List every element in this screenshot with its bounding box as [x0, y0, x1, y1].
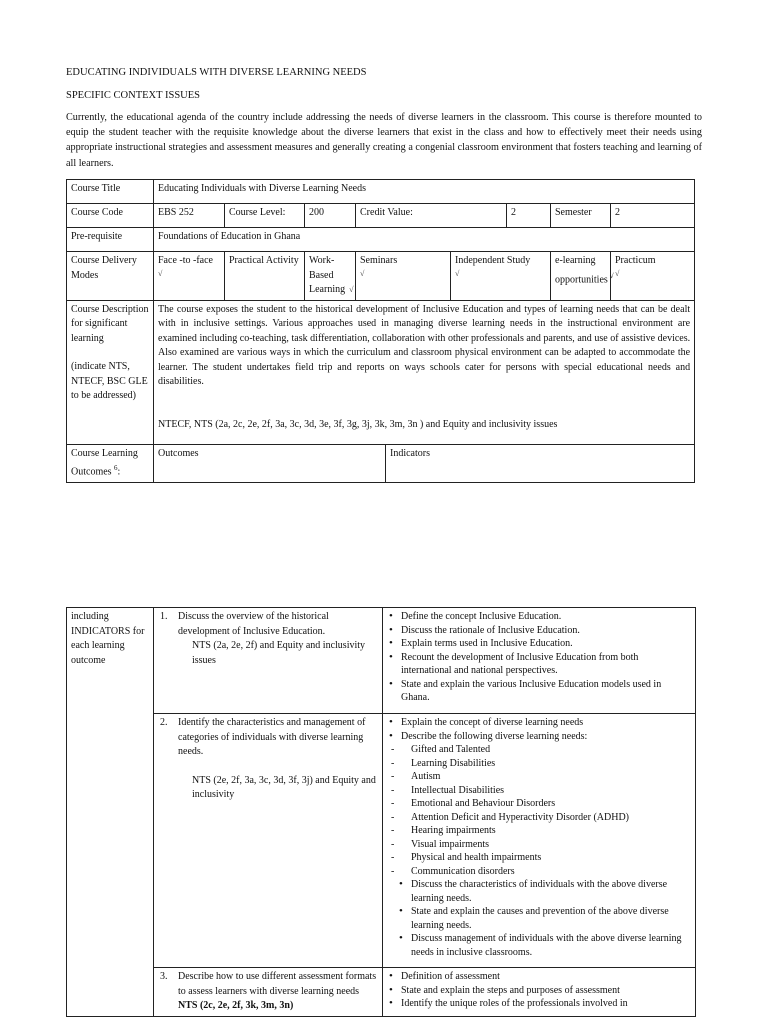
- mode-practicum: Practicum √: [611, 252, 695, 301]
- semester-value: 2: [611, 204, 695, 228]
- credit-value: 2: [507, 204, 551, 228]
- indicator-item: • Discuss the rationale of Inclusive Education.: [401, 624, 691, 638]
- indicator-item: • Explain terms used in Inclusive Education.: [401, 637, 691, 651]
- course-info-table: [66, 179, 695, 483]
- course-title-value: Educating Individuals with Diverse Learning Needs: [154, 180, 695, 204]
- learning-need-item: - Gifted and Talented: [411, 743, 691, 757]
- indicator-item: • Explain the concept of diverse learning needs: [401, 716, 691, 730]
- semester-label: Semester: [551, 204, 611, 228]
- section-heading: SPECIFIC CONTEXT ISSUES: [66, 90, 200, 101]
- learning-need-item: - Visual impairments: [411, 838, 691, 852]
- credit-value-label: Credit Value:: [356, 204, 507, 228]
- outcomes-left-label: including INDICATORS for each learning outcome: [67, 608, 154, 1017]
- check-mark-icon: √: [615, 268, 620, 278]
- outcome-3: 3. Describe how to use different assessment formats to assess learners with diverse learning needs NTS (2c, 2e, 2f, 3k, 3m, 3n): [154, 968, 383, 1017]
- indicator-item: • Define the concept Inclusive Education.: [401, 610, 691, 624]
- course-level-label: Course Level:: [225, 204, 305, 228]
- indicator-item: • Definition of assessment: [401, 970, 691, 984]
- learning-need-item: - Emotional and Behaviour Disorders: [411, 797, 691, 811]
- learning-outcomes-label: Course Learning Outcomes $^6$:: [67, 444, 154, 482]
- outcome-1-nts: NTS (2a, 2e, 2f) and Equity and inclusivity issues: [192, 640, 366, 666]
- indicator-item: • Identify the unique roles of the professionals involved in: [401, 997, 691, 1011]
- learning-need-item: - Communication disorders: [411, 865, 691, 879]
- check-mark-icon: √: [158, 268, 163, 278]
- mode-practical-activity: Practical Activity: [225, 252, 305, 301]
- indicator-list: [387, 878, 691, 959]
- outcome-2: 2. Identify the characteristics and management of categories of individuals with diverse learning needs. NTS (2e, 2f, 3a, 3c, 3d, 3f, 3j) and Equity and inclusivity: [154, 714, 383, 968]
- indicator-item: • Describe the following diverse learning needs:: [401, 730, 691, 744]
- prerequisite-label: Pre-requisite: [67, 228, 154, 252]
- mode-work-based-learning: Work-Based Learning √: [305, 252, 356, 301]
- learning-need-item: - Autism: [411, 770, 691, 784]
- indicators-3: [383, 968, 696, 1017]
- check-mark-icon: √: [360, 268, 365, 278]
- learning-need-item: - Learning Disabilities: [411, 757, 691, 771]
- indicator-item: • Discuss management of individuals with the above diverse learning needs in inclusive classrooms.: [411, 932, 691, 959]
- learning-need-item: - Intellectual Disabilities: [411, 784, 691, 798]
- learning-needs-sublist: [387, 743, 691, 878]
- learning-need-item: - Attention Deficit and Hyperactivity Disorder (ADHD): [411, 811, 691, 825]
- outcome-1: 1. Discuss the overview of the historical development of Inclusive Education. NTS (2a, 2e, 2f) and Equity and inclusivity issues: [154, 608, 383, 714]
- learning-need-item: - Hearing impairments: [411, 824, 691, 838]
- check-mark-icon: √: [349, 285, 354, 294]
- mode-face-to-face: Face -to -face √: [154, 252, 225, 301]
- indicator-item: • State and explain the various Inclusive Education models used in Ghana.: [401, 678, 691, 705]
- check-mark-icon: √: [609, 271, 614, 280]
- indicator-item: • State and explain the steps and purposes of assessment: [401, 984, 691, 998]
- course-code-label: Course Code: [67, 204, 154, 228]
- ntecf-standards: NTECF, NTS (2a, 2c, 2e, 2f, 3a, 3c, 3d, 3e, 3f, 3g, 3j, 3k, 3m, 3n ) and Equity and inclusivity issues: [158, 418, 558, 430]
- document-title: EDUCATING INDIVIDUALS WITH DIVERSE LEARNING NEEDS: [66, 67, 367, 78]
- indicator-list: [387, 716, 691, 743]
- course-level-value: 200: [305, 204, 356, 228]
- course-description-label: Course Description for significant learning (indicate NTS, NTECF, BSC GLE to be addressed): [67, 300, 154, 444]
- mode-independent-study: Independent Study √: [451, 252, 551, 301]
- course-description-cell: [154, 300, 695, 444]
- course-title-label: Course Title: [67, 180, 154, 204]
- indicators-header: Indicators: [386, 444, 695, 482]
- course-description-note: (indicate NTS, NTECF, BSC GLE to be addressed): [71, 361, 148, 401]
- course-description: The course exposes the student to the historical development of Inclusive Education and types of learning needs that can be dealt with in inclusive settings. Various approaches used in managing diverse learning needs in the instructional environment are examined including co-teaching, task differentiation, collaboration with other professionals and parents, and use of assistive devices. Also examined are various ways in which the curriculum and classroom physical environment can be adapted to accommodate the learner. The student undertakes field trip and reports on ways schools cater for persons with special educational needs and disabilities.: [158, 303, 691, 387]
- intro-paragraph: Currently, the educational agenda of the country include addressing the needs of diverse learners in the classroom. This course is therefore mounted to equip the student teacher with the requisite knowledge about the diverse learners that exist in the class and how to effectively meet their needs using appropriate instructional strategies and assessment measures and generally creating a congenial classroom environment that fosters teaching and learning of all learners.: [66, 112, 702, 169]
- delivery-modes-label: Course Delivery Modes: [67, 252, 154, 301]
- check-mark-icon: √: [455, 268, 460, 278]
- outcome-2-nts: NTS (2e, 2f, 3a, 3c, 3d, 3f, 3j) and Equity and inclusivity: [192, 774, 376, 800]
- indicators-1: [383, 608, 696, 714]
- indicator-list: [387, 610, 691, 705]
- course-code-value: EBS 252: [154, 204, 225, 228]
- indicator-item: • Recount the development of Inclusive Education from both international and national perspectives.: [401, 651, 691, 678]
- indicator-item: • Discuss the characteristics of individuals with the above diverse learning needs.: [411, 878, 691, 905]
- mode-seminars: Seminars √: [356, 252, 451, 301]
- indicators-2: [383, 714, 696, 968]
- outcomes-header: Outcomes: [154, 444, 386, 482]
- mode-e-learning: e-learning opportunities √: [551, 252, 611, 301]
- learning-outcomes-table: [66, 607, 696, 1017]
- learning-need-item: - Physical and health impairments: [411, 851, 691, 865]
- indicator-item: • State and explain the causes and prevention of the above diverse learning needs.: [411, 905, 691, 932]
- indicator-list: [387, 970, 691, 1011]
- prerequisite-value: Foundations of Education in Ghana: [154, 228, 695, 252]
